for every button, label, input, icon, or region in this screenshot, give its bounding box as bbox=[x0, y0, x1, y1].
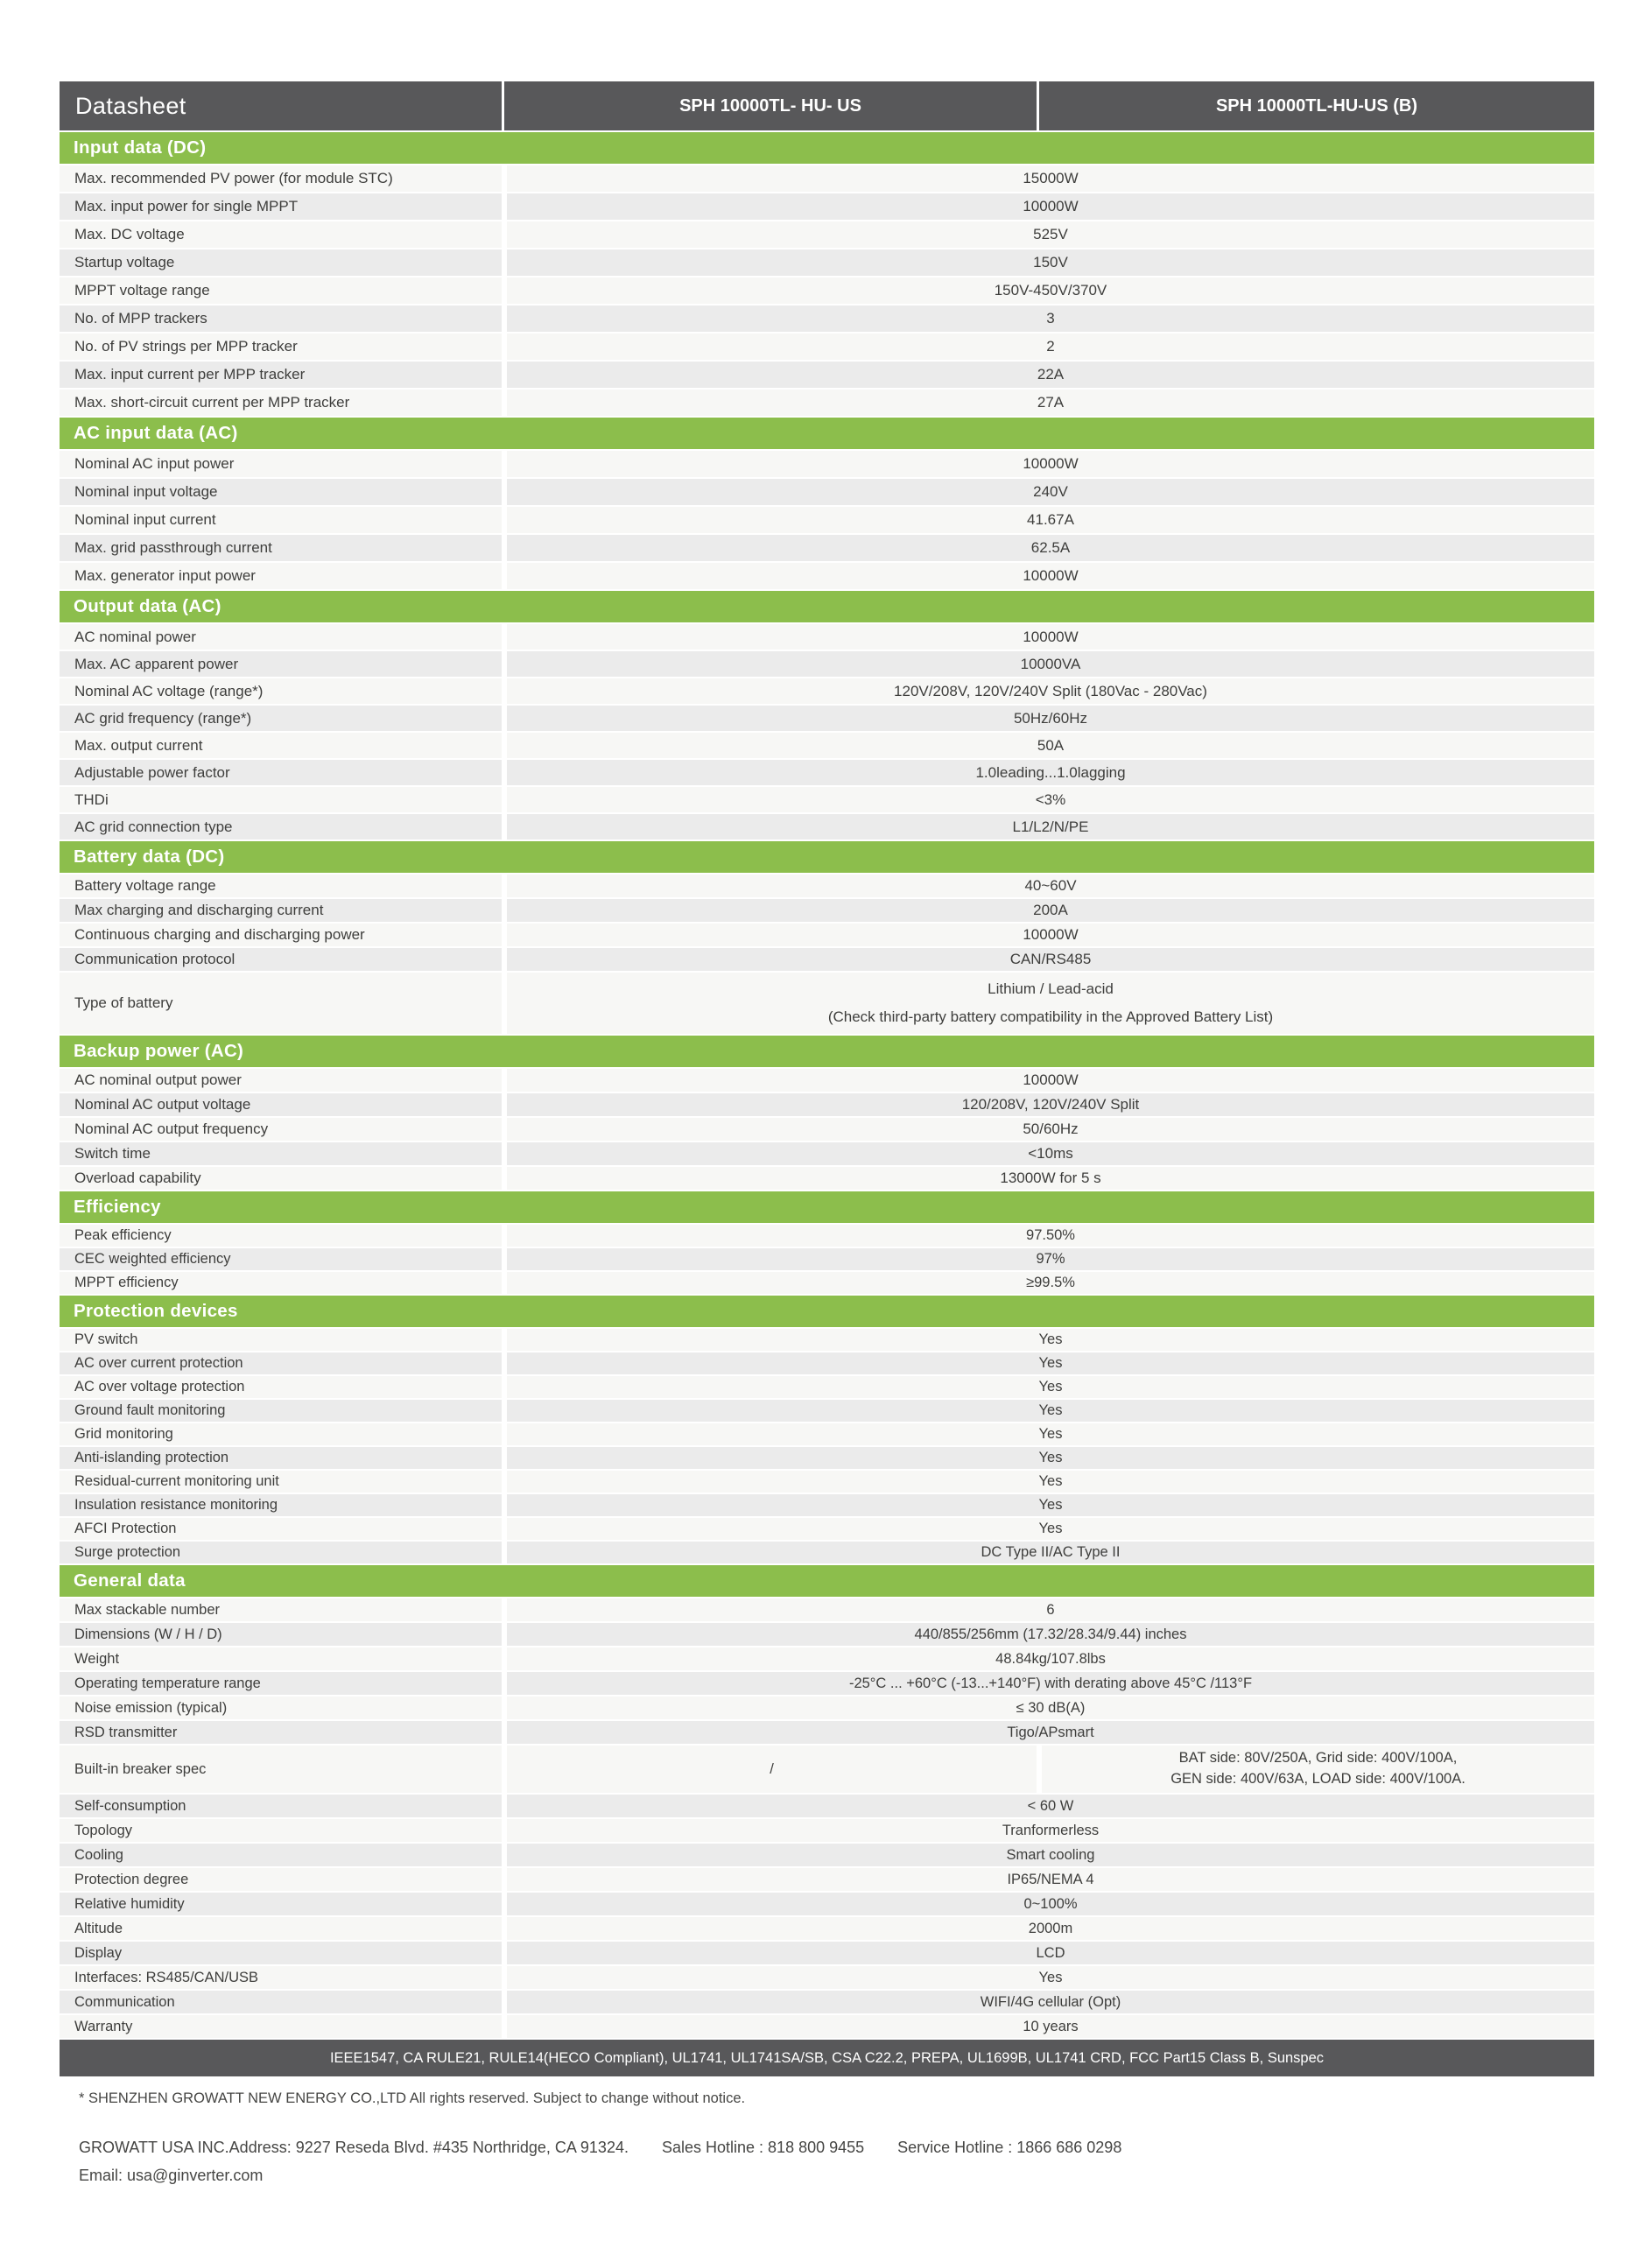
spec-sections bbox=[60, 132, 1594, 2038]
spec-row bbox=[60, 1376, 1594, 1398]
spec-label: PV switch bbox=[60, 1329, 502, 1351]
spec-label: Max. short-circuit current per MPP tracker bbox=[60, 390, 502, 416]
spec-row bbox=[60, 1225, 1594, 1247]
spec-label: Peak efficiency bbox=[60, 1225, 502, 1247]
spec-row bbox=[60, 390, 1594, 416]
spec-row bbox=[60, 1118, 1594, 1141]
spec-row bbox=[60, 1795, 1594, 1817]
spec-value: 41.67A bbox=[507, 507, 1594, 533]
spec-value: 2 bbox=[507, 334, 1594, 360]
spec-row bbox=[60, 1942, 1594, 1964]
spec-label: AC nominal power bbox=[60, 624, 502, 650]
spec-value: 62.5A bbox=[507, 535, 1594, 561]
spec-label: Ground fault monitoring bbox=[60, 1400, 502, 1422]
spec-label: No. of PV strings per MPP tracker bbox=[60, 334, 502, 360]
spec-row bbox=[60, 221, 1594, 248]
spec-row bbox=[60, 1167, 1594, 1190]
spec-value: 48.84kg/107.8lbs bbox=[507, 1647, 1594, 1670]
spec-label: No. of MPP trackers bbox=[60, 306, 502, 332]
spec-row bbox=[60, 1093, 1594, 1116]
spec-value: Yes bbox=[507, 1447, 1594, 1469]
spec-label: Type of battery bbox=[60, 973, 502, 1034]
spec-value: 6 bbox=[507, 1598, 1594, 1621]
spec-value: 150V bbox=[507, 249, 1594, 276]
spec-label: Startup voltage bbox=[60, 249, 502, 276]
spec-value: Smart cooling bbox=[507, 1844, 1594, 1866]
model-column-1: SPH 10000TL- HU- US bbox=[679, 95, 861, 116]
spec-value: 120/208V, 120V/240V Split bbox=[507, 1093, 1594, 1116]
spec-row bbox=[60, 1868, 1594, 1891]
spec-row bbox=[60, 1423, 1594, 1445]
spec-label: Communication bbox=[60, 1991, 502, 2013]
company-address: GROWATT USA INC.Address: 9227 Reseda Blvd. #435 Northridge, CA 91324. bbox=[79, 2139, 629, 2156]
spec-label: MPPT efficiency bbox=[60, 1272, 502, 1294]
spec-label: Nominal AC voltage (range*) bbox=[60, 678, 502, 704]
spec-label: Max. input current per MPP tracker bbox=[60, 362, 502, 388]
page-title: Datasheet bbox=[75, 92, 186, 119]
spec-label: Warranty bbox=[60, 2015, 502, 2038]
spec-row bbox=[60, 1893, 1594, 1915]
spec-row bbox=[60, 1966, 1594, 1989]
spec-row bbox=[60, 479, 1594, 505]
spec-label: Residual-current monitoring unit bbox=[60, 1471, 502, 1493]
spec-value: 3 bbox=[507, 306, 1594, 332]
spec-value bbox=[507, 973, 1594, 1034]
spec-value: Yes bbox=[507, 1376, 1594, 1398]
spec-value: Yes bbox=[507, 1966, 1594, 1989]
spec-row bbox=[60, 535, 1594, 561]
spec-value: ≥99.5% bbox=[507, 1272, 1594, 1294]
spec-value: 10000W bbox=[507, 193, 1594, 220]
section-efficiency bbox=[60, 1191, 1594, 1294]
spec-row bbox=[60, 165, 1594, 192]
company-email: Email: usa@ginverter.com bbox=[79, 2167, 264, 2184]
spec-row bbox=[60, 1400, 1594, 1422]
spec-label: Anti-islanding protection bbox=[60, 1447, 502, 1469]
spec-row bbox=[60, 651, 1594, 677]
spec-value: 10000W bbox=[507, 563, 1594, 589]
spec-label: Communication protocol bbox=[60, 948, 502, 971]
spec-label: Relative humidity bbox=[60, 1893, 502, 1915]
spec-row bbox=[60, 1598, 1594, 1621]
spec-value: L1/L2/N/PE bbox=[507, 814, 1594, 839]
spec-value-line: GEN side: 400V/63A, LOAD side: 400V/100A. bbox=[1170, 1771, 1466, 1787]
spec-row bbox=[60, 787, 1594, 812]
spec-row bbox=[60, 1494, 1594, 1516]
spec-value-line: (Check third-party battery compatibility in the Approved Battery List) bbox=[827, 1008, 1274, 1025]
spec-value: 200A bbox=[507, 899, 1594, 922]
service-hotline: Service Hotline : 1866 686 0298 bbox=[897, 2139, 1122, 2156]
section-title: Efficiency bbox=[60, 1191, 1594, 1223]
spec-label: Dimensions (W / H / D) bbox=[60, 1623, 502, 1646]
spec-label: Built-in breaker spec bbox=[60, 1746, 502, 1793]
spec-row bbox=[60, 760, 1594, 785]
spec-label: AC grid connection type bbox=[60, 814, 502, 839]
spec-row bbox=[60, 1272, 1594, 1294]
spec-value-model-1: / bbox=[507, 1746, 1037, 1793]
spec-value: Yes bbox=[507, 1471, 1594, 1493]
spec-value: 10000W bbox=[507, 1069, 1594, 1092]
spec-label: Max. AC apparent power bbox=[60, 651, 502, 677]
spec-row bbox=[60, 362, 1594, 388]
section-backup-power-ac bbox=[60, 1036, 1594, 1190]
spec-label: Nominal AC output voltage bbox=[60, 1093, 502, 1116]
spec-label: RSD transmitter bbox=[60, 1721, 502, 1744]
spec-value-line: Lithium / Lead-acid bbox=[988, 980, 1114, 997]
spec-label: Insulation resistance monitoring bbox=[60, 1494, 502, 1516]
spec-label: Max. output current bbox=[60, 733, 502, 758]
spec-row bbox=[60, 706, 1594, 731]
section-battery-data-dc bbox=[60, 841, 1594, 1034]
spec-value: CAN/RS485 bbox=[507, 948, 1594, 971]
spec-value: Yes bbox=[507, 1352, 1594, 1374]
model-column-2: SPH 10000TL-HU-US (B) bbox=[1215, 95, 1418, 116]
spec-value: 10000W bbox=[507, 624, 1594, 650]
spec-row bbox=[60, 1069, 1594, 1092]
spec-label: Overload capability bbox=[60, 1167, 502, 1190]
spec-value: <10ms bbox=[507, 1142, 1594, 1165]
spec-value: Tigo/APsmart bbox=[507, 1721, 1594, 1744]
spec-row bbox=[60, 1647, 1594, 1670]
spec-value: 97% bbox=[507, 1248, 1594, 1270]
spec-label: AC nominal output power bbox=[60, 1069, 502, 1092]
spec-label: Max. generator input power bbox=[60, 563, 502, 589]
spec-value: WIFI/4G cellular (Opt) bbox=[507, 1991, 1594, 2013]
spec-label: Cooling bbox=[60, 1844, 502, 1866]
spec-label: AC grid frequency (range*) bbox=[60, 706, 502, 731]
spec-value: 2000m bbox=[507, 1917, 1594, 1940]
spec-value: LCD bbox=[507, 1942, 1594, 1964]
spec-label: Surge protection bbox=[60, 1542, 502, 1563]
spec-row bbox=[60, 1142, 1594, 1165]
spec-row bbox=[60, 1518, 1594, 1540]
spec-label: Nominal input current bbox=[60, 507, 502, 533]
section-title: Battery data (DC) bbox=[60, 841, 1594, 873]
spec-row bbox=[60, 334, 1594, 360]
spec-row bbox=[60, 875, 1594, 897]
spec-value: Yes bbox=[507, 1494, 1594, 1516]
spec-row bbox=[60, 1819, 1594, 1842]
spec-row bbox=[60, 1352, 1594, 1374]
spec-value: 240V bbox=[507, 479, 1594, 505]
spec-label: Operating temperature range bbox=[60, 1672, 502, 1695]
section-title: AC input data (AC) bbox=[60, 418, 1594, 449]
spec-value: Tranformerless bbox=[507, 1819, 1594, 1842]
spec-label: Protection degree bbox=[60, 1868, 502, 1891]
spec-row bbox=[60, 1844, 1594, 1866]
spec-row bbox=[60, 678, 1594, 704]
section-title: Input data (DC) bbox=[60, 132, 1594, 164]
spec-label: Weight bbox=[60, 1647, 502, 1670]
spec-row bbox=[60, 733, 1594, 758]
section-title: Output data (AC) bbox=[60, 591, 1594, 622]
spec-value: 50/60Hz bbox=[507, 1118, 1594, 1141]
spec-value: DC Type II/AC Type II bbox=[507, 1542, 1594, 1563]
spec-row bbox=[60, 306, 1594, 332]
spec-value-model-2 bbox=[1042, 1746, 1594, 1793]
sales-hotline: Sales Hotline : 818 800 9455 bbox=[661, 2139, 865, 2156]
spec-label: Switch time bbox=[60, 1142, 502, 1165]
spec-row bbox=[60, 1721, 1594, 1744]
spec-value: 440/855/256mm (17.32/28.34/9.44) inches bbox=[507, 1623, 1594, 1646]
spec-value: 50A bbox=[507, 733, 1594, 758]
spec-label: Max. recommended PV power (for module STC) bbox=[60, 165, 502, 192]
spec-row bbox=[60, 924, 1594, 946]
spec-label: Interfaces: RS485/CAN/USB bbox=[60, 1966, 502, 1989]
spec-value: < 60 W bbox=[507, 1795, 1594, 1817]
section-title: Protection devices bbox=[60, 1296, 1594, 1327]
spec-row bbox=[60, 1697, 1594, 1719]
spec-label: Max. DC voltage bbox=[60, 221, 502, 248]
spec-row bbox=[60, 814, 1594, 839]
spec-label: Nominal input voltage bbox=[60, 479, 502, 505]
spec-row bbox=[60, 277, 1594, 304]
spec-label: Nominal AC output frequency bbox=[60, 1118, 502, 1141]
spec-label: Altitude bbox=[60, 1917, 502, 1940]
spec-value: 525V bbox=[507, 221, 1594, 248]
spec-value: 1.0leading...1.0lagging bbox=[507, 760, 1594, 785]
spec-label: Max charging and discharging current bbox=[60, 899, 502, 922]
spec-value: <3% bbox=[507, 787, 1594, 812]
spec-value: 15000W bbox=[507, 165, 1594, 192]
spec-value: Yes bbox=[507, 1329, 1594, 1351]
spec-value: 22A bbox=[507, 362, 1594, 388]
spec-value: 10000W bbox=[507, 451, 1594, 477]
section-title: Backup power (AC) bbox=[60, 1036, 1594, 1067]
spec-value: 27A bbox=[507, 390, 1594, 416]
spec-row bbox=[60, 563, 1594, 589]
spec-label: Noise emission (typical) bbox=[60, 1697, 502, 1719]
spec-label: Max. input power for single MPPT bbox=[60, 193, 502, 220]
section-general-data bbox=[60, 1565, 1594, 2038]
spec-row bbox=[60, 1542, 1594, 1563]
spec-value: -25°C ... +60°C (-13...+140°F) with derating above 45°C /113°F bbox=[507, 1672, 1594, 1695]
copyright-note: * SHENZHEN GROWATT NEW ENERGY CO.,LTD All rights reserved. Subject to change without notice. bbox=[79, 2090, 746, 2106]
spec-label: MPPT voltage range bbox=[60, 277, 502, 304]
spec-row bbox=[60, 1746, 1594, 1793]
spec-row bbox=[60, 1623, 1594, 1646]
spec-row bbox=[60, 1447, 1594, 1469]
spec-label: Display bbox=[60, 1942, 502, 1964]
spec-label: AC over current protection bbox=[60, 1352, 502, 1374]
spec-row bbox=[60, 1471, 1594, 1493]
section-protection-devices bbox=[60, 1296, 1594, 1563]
spec-value: 40~60V bbox=[507, 875, 1594, 897]
spec-row bbox=[60, 1917, 1594, 1940]
spec-value-line: BAT side: 80V/250A, Grid side: 400V/100A, bbox=[1178, 1750, 1458, 1767]
spec-row bbox=[60, 2015, 1594, 2038]
spec-row bbox=[60, 451, 1594, 477]
spec-row bbox=[60, 1991, 1594, 2013]
section-output-data-ac bbox=[60, 591, 1594, 839]
spec-value: 50Hz/60Hz bbox=[507, 706, 1594, 731]
spec-value: ≤ 30 dB(A) bbox=[507, 1697, 1594, 1719]
spec-value: IP65/NEMA 4 bbox=[507, 1868, 1594, 1891]
spec-label: THDi bbox=[60, 787, 502, 812]
spec-label: Topology bbox=[60, 1819, 502, 1842]
spec-label: AC over voltage protection bbox=[60, 1376, 502, 1398]
spec-value: 97.50% bbox=[507, 1225, 1594, 1247]
spec-value: 120V/208V, 120V/240V Split (180Vac - 280Vac) bbox=[507, 678, 1594, 704]
spec-label: Grid monitoring bbox=[60, 1423, 502, 1445]
spec-label: Self-consumption bbox=[60, 1795, 502, 1817]
section-title: General data bbox=[60, 1565, 1594, 1597]
spec-row bbox=[60, 1248, 1594, 1270]
spec-row bbox=[60, 507, 1594, 533]
spec-row bbox=[60, 973, 1594, 1034]
spec-value: 150V-450V/370V bbox=[507, 277, 1594, 304]
datasheet-page bbox=[60, 81, 1594, 2185]
spec-row bbox=[60, 249, 1594, 276]
spec-label: CEC weighted efficiency bbox=[60, 1248, 502, 1270]
spec-row bbox=[60, 624, 1594, 650]
spec-label: Adjustable power factor bbox=[60, 760, 502, 785]
spec-row bbox=[60, 1329, 1594, 1351]
spec-value: Yes bbox=[507, 1423, 1594, 1445]
spec-row bbox=[60, 899, 1594, 922]
spec-label: Max stackable number bbox=[60, 1598, 502, 1621]
spec-value: 13000W for 5 s bbox=[507, 1167, 1594, 1190]
company-info bbox=[60, 2139, 1594, 2157]
spec-label: Battery voltage range bbox=[60, 875, 502, 897]
spec-row bbox=[60, 948, 1594, 971]
spec-value: 10000VA bbox=[507, 651, 1594, 677]
spec-row bbox=[60, 1672, 1594, 1695]
spec-label: Max. grid passthrough current bbox=[60, 535, 502, 561]
spec-value: 0~100% bbox=[507, 1893, 1594, 1915]
spec-value: 10000W bbox=[507, 924, 1594, 946]
doc-header bbox=[60, 81, 1594, 130]
certifications-bar: IEEE1547, CA RULE21, RULE14(HECO Compliant), UL1741, UL1741SA/SB, CSA C22.2, PREPA, UL1699B, UL1741 CRD, FCC Part15 Class B, Sunspec bbox=[60, 2040, 1594, 2076]
spec-label: Nominal AC input power bbox=[60, 451, 502, 477]
section-ac-input-data-ac bbox=[60, 418, 1594, 589]
spec-value: Yes bbox=[507, 1400, 1594, 1422]
spec-value: Yes bbox=[507, 1518, 1594, 1540]
spec-row bbox=[60, 193, 1594, 220]
spec-value: 10 years bbox=[507, 2015, 1594, 2038]
spec-label: Continuous charging and discharging power bbox=[60, 924, 502, 946]
spec-label: AFCI Protection bbox=[60, 1518, 502, 1540]
section-input-data-dc bbox=[60, 132, 1594, 416]
